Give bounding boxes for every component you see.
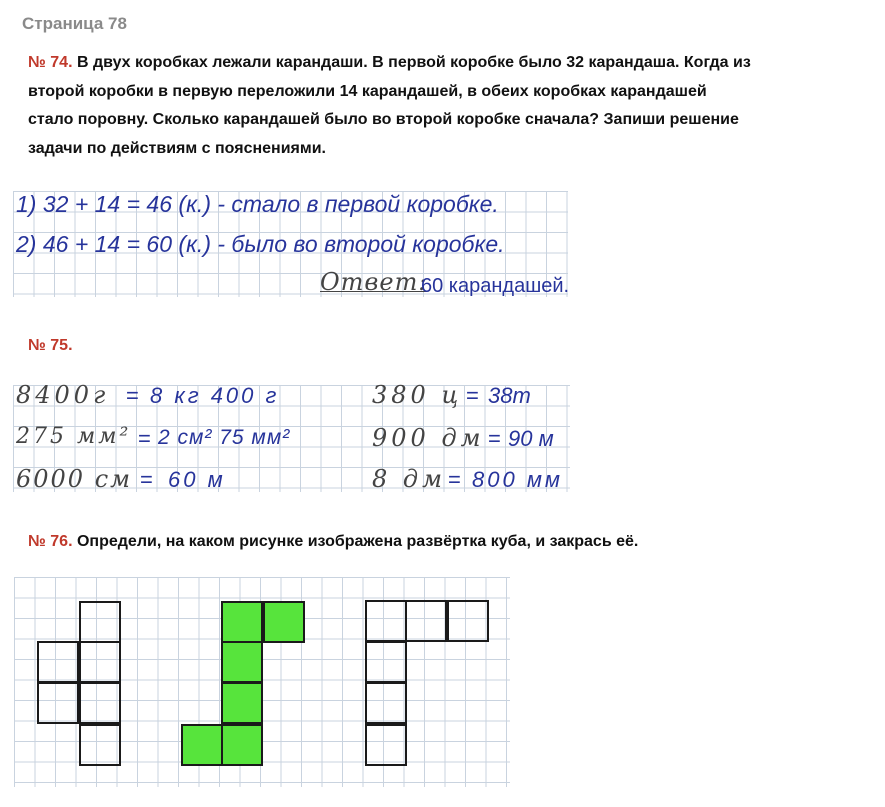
task-74-number: № 74. [28,54,73,71]
task-75-number: № 75. [28,337,73,354]
task-74-line-4: задачи по действиям с пояснениями. [28,139,326,157]
figure-3-cell [447,600,489,642]
task-74-line-2: второй коробки в первую переложили 14 карандашей, в обеих коробках карандашей [28,82,707,100]
task-75-row-1-result: 8 кг 400 г [150,383,280,408]
task-75-row-2-result: 2 см² 75 мм² [158,426,291,449]
task-74-step-1: 1) 32 + 14 = 46 (к.) - стало в первой коробке. [16,191,499,217]
figure-1-cell [79,601,121,643]
task-75-row-1-right-given: 380 ц [372,381,463,409]
figure-2-cell [181,724,223,766]
figure-1-cell [37,682,79,724]
figure-1-cell [37,641,79,683]
task-75-row-1-equals: = [126,383,139,408]
task-74-line-1: В двух коробках лежали карандаши. В первой коробке было 32 карандаша. Когда из [76,54,751,71]
figure-3-cell [365,641,407,683]
figure-1-cell [79,724,121,766]
figure-1-cell [79,682,121,724]
task-75-row-1-right-equals: = [466,383,479,408]
figure-2-cell [221,724,263,766]
figure-2-cell [263,601,305,643]
task-75-row-2-right-result: 90 м [508,426,554,451]
task-75-row-1-given: 8400г [16,381,110,409]
task-75-heading [28,332,73,361]
task-74-line-3: стало поровну. Сколько карандашей было во второй коробке сначала? Запиши решение [28,111,739,128]
figure-2-cell [221,601,263,643]
task-75-row-1-right-result: 38т [488,383,531,408]
task-75-row-2-given: 275 мм² [16,424,132,449]
task-75-row-2-right-given: 900 дм [372,424,485,452]
task-76-prompt: Определи, на каком рисунке изображена развёртка куба, и закрась её. [76,533,639,550]
figure-2-cell [221,641,263,683]
task-74-step-2: 2) 46 + 14 = 60 (к.) - было во второй коробке. [16,231,505,257]
task-74-text [28,49,751,163]
task-75-row-2-equals: = [138,426,151,451]
task-75-row-3-right-result: 800 мм [472,467,563,492]
task-76-number: № 76. [28,533,73,550]
figure-1-cell [79,641,121,683]
task-75-row-3-right-equals: = [448,467,461,492]
page-title: Страница 78 [22,14,127,33]
task-75-row-3-right-given: 8 дм [372,465,447,493]
task-75-row-3-result: 60 м [168,467,226,492]
figure-3-cell [365,600,407,642]
figure-3-cell [405,600,447,642]
task-75-row-3-equals: = [140,467,153,492]
task-74-answer-value: 60 карандашей. [421,275,570,297]
figure-2-cell [221,682,263,724]
task-74-answer-word: Ответ: [320,268,428,296]
task-76-text [28,528,638,557]
task-75-row-2-right-equals: = [488,426,501,451]
figure-3-cell [365,682,407,724]
task-75-row-3-given: 6000 см [16,465,133,493]
figure-3-cell [365,724,407,766]
